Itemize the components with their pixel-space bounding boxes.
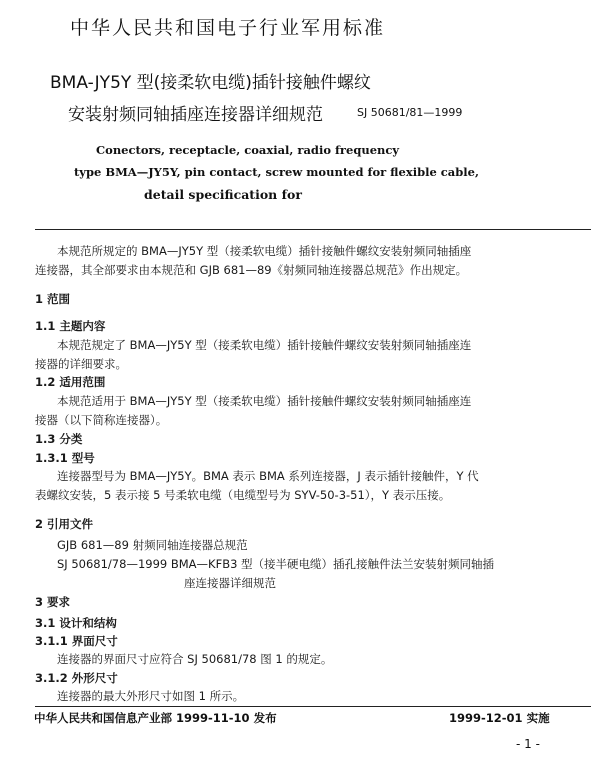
footer-divider bbox=[35, 706, 591, 707]
subject-paragraph-line-2: 接器的详细要求。 bbox=[35, 357, 127, 371]
model-paragraph-line-2: 表螺纹安装，5 表示接 5 号柔软电缆（电缆型号为 SYV-50-3-51），Y 表示压接。 bbox=[35, 488, 451, 502]
header-divider bbox=[35, 229, 591, 230]
applicability-paragraph-line-1: 本规范适用于 BMA—JY5Y 型（接柔软电缆）插针接触件螺纹安装射频同轴插座连 bbox=[57, 394, 472, 408]
subject-paragraph-line-1: 本规范规定了 BMA—JY5Y 型（接柔软电缆）插针接触件螺纹安装射频同轴插座连 bbox=[57, 338, 472, 352]
standard-number: SJ 50681/81—1999 bbox=[357, 106, 463, 119]
issue-statement: 中华人民共和国信息产业部 1999-11-10 发布 bbox=[34, 711, 277, 725]
interface-paragraph: 连接器的界面尺寸应符合 SJ 50681/78 图 1 的规定。 bbox=[57, 652, 333, 666]
intro-paragraph-line-1: 本规范所规定的 BMA—JY5Y 型（接柔软电缆）插针接触件螺纹安装射频同轴插座 bbox=[57, 244, 472, 258]
section-heading-outline: 3.1.2 外形尺寸 bbox=[35, 671, 118, 685]
section-heading-references: 2 引用文件 bbox=[35, 517, 94, 531]
section-heading-subject: 1.1 主题内容 bbox=[35, 319, 106, 333]
english-title-line-3: detail specification for bbox=[144, 187, 302, 202]
section-heading-scope: 1 范围 bbox=[35, 292, 71, 306]
section-heading-interface: 3.1.1 界面尺寸 bbox=[35, 634, 118, 648]
section-heading-classification: 1.3 分类 bbox=[35, 432, 83, 446]
effective-date: 1999-12-01 实施 bbox=[449, 711, 550, 725]
document-title-line-1: BMA-JY5Y 型(接柔软电缆)插针接触件螺纹 bbox=[50, 73, 371, 93]
reference-item-2-line-1: SJ 50681/78—1999 BMA—KFB3 型（接半硬电缆）插孔接触件法兰安装射频同轴插 bbox=[57, 557, 495, 571]
section-heading-requirements: 3 要求 bbox=[35, 595, 71, 609]
document-title-line-2: 安装射频同轴插座连接器详细规范 bbox=[68, 105, 323, 125]
section-heading-design: 3.1 设计和结构 bbox=[35, 616, 117, 630]
section-heading-model: 1.3.1 型号 bbox=[35, 451, 95, 465]
english-title-line-2: type BMA—JY5Y, pin contact, screw mounted for flexible cable, bbox=[74, 165, 479, 179]
applicability-paragraph-line-2: 接器（以下简称连接器）。 bbox=[35, 413, 168, 427]
reference-item-1: GJB 681—89 射频同轴连接器总规范 bbox=[57, 538, 248, 552]
section-heading-applicability: 1.2 适用范围 bbox=[35, 375, 106, 389]
outline-paragraph: 连接器的最大外形尺寸如图 1 所示。 bbox=[57, 689, 245, 703]
page-number: - 1 - bbox=[516, 737, 540, 751]
reference-item-2-line-2: 座连接器详细规范 bbox=[184, 576, 276, 590]
standard-category-title: 中华人民共和国电子行业军用标准 bbox=[70, 17, 386, 39]
intro-paragraph-line-2: 连接器，其全部要求由本规范和 GJB 681—89《射频同轴连接器总规范》作出规定。 bbox=[35, 263, 468, 277]
english-title-line-1: Conectors, receptacle, coaxial, radio frequency bbox=[96, 143, 400, 157]
model-paragraph-line-1: 连接器型号为 BMA—JY5Y。BMA 表示 BMA 系列连接器，J 表示插针接触件，Y 代 bbox=[57, 469, 479, 483]
